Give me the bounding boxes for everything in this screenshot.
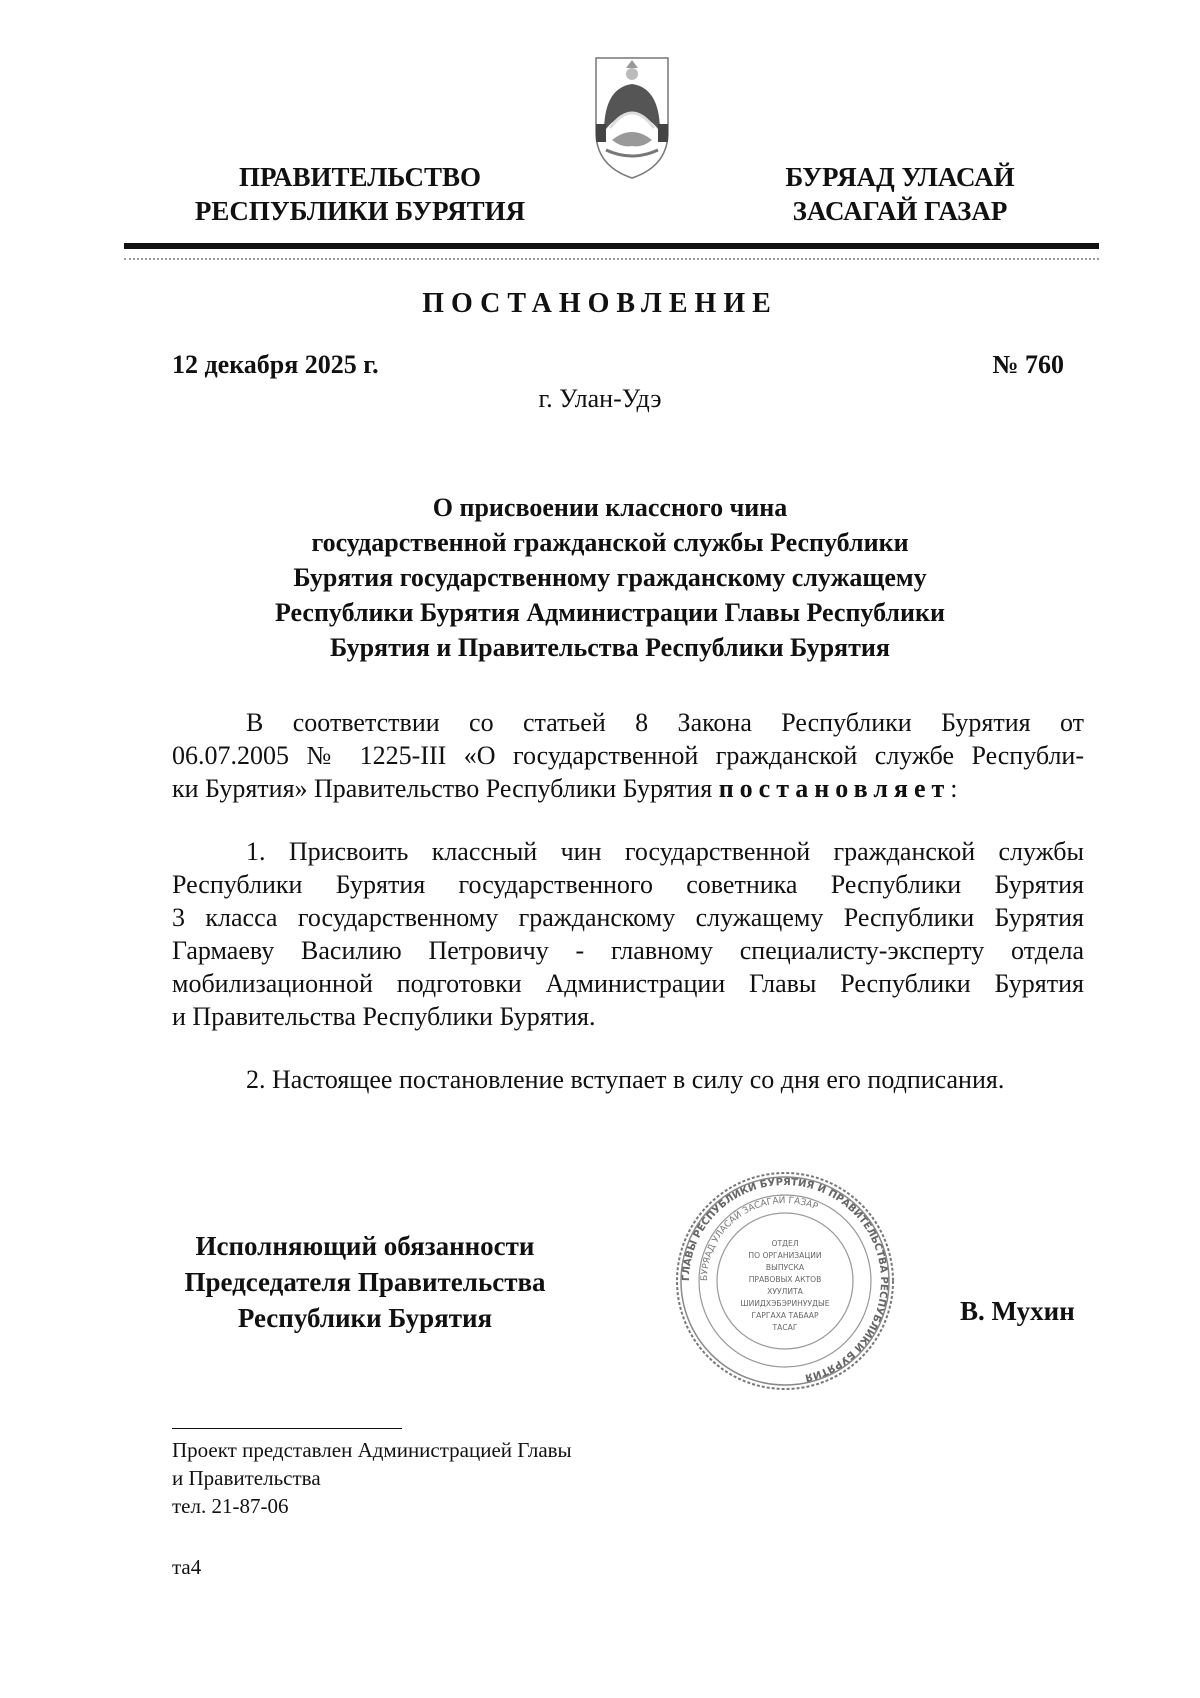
seal-center-line: ХУУЛИТА: [767, 1287, 803, 1296]
document-date: 12 декабря 2025 г.: [172, 350, 379, 379]
government-name-ru-line: ПРАВИТЕЛЬСТВО: [238, 162, 482, 192]
government-name-bua: [735, 160, 1065, 228]
paragraph-line: мобилизационной подготовки Администрации Главы Республики Бурятия: [172, 969, 1084, 998]
seal-center-line: ГАРГАХА ТАБААР: [751, 1311, 819, 1320]
paragraph-line: 2. Настоящее постановление вступает в силу со дня его подписания.: [246, 1065, 1005, 1094]
title-line: О присвоении классного чина: [432, 493, 788, 522]
paragraph-line: 06.07.2005 № 1225-III «О государственной гражданской службе Республи-: [172, 741, 1084, 770]
government-name-ru: [160, 160, 560, 228]
seal-center-line: ПРАВОВЫХ АКТОВ: [748, 1275, 822, 1284]
paragraph-line: [172, 772, 1084, 805]
footer-line: Проект представлен Администрацией Главы: [172, 1438, 572, 1462]
official-seal: [672, 1168, 898, 1394]
government-name-bua-line: БУРЯАД УЛАСАЙ: [785, 162, 1015, 192]
registry-mark: та4: [172, 1555, 202, 1579]
paragraph-line: и Правительства Республики Бурятия.: [172, 1002, 596, 1031]
seal-center-line: ОТДЕЛ: [771, 1239, 799, 1248]
government-name-ru-line: РЕСПУБЛИКИ БУРЯТИЯ: [194, 196, 526, 226]
signatory-name: В. Мухин: [960, 1296, 1075, 1326]
title-line: государственной гражданской службы Республики: [311, 528, 909, 557]
header-rule-thin: [124, 258, 1099, 260]
paragraph-line: Гармаеву Василию Петровичу - главному специалисту-эксперту отдела: [172, 936, 1084, 965]
item-2-paragraph: [172, 1063, 1084, 1096]
document-number: № 760: [992, 350, 1064, 379]
paragraph-line: 3 класса государственному гражданскому служащему Республики Бурятия: [172, 903, 1084, 932]
signatory-title-line: Исполняющий обязанности: [195, 1231, 535, 1261]
paragraph-line: 1. Присвоить классный чин государственной гражданской службы: [246, 837, 1084, 866]
document-type: ПОСТАНОВЛЕНИЕ: [422, 288, 778, 319]
seal-center-line: ШИИДХЭБЭРИНУУДЫЕ: [740, 1299, 830, 1308]
seal-center-line: ПО ОРГАНИЗАЦИИ: [748, 1251, 822, 1260]
paragraph-line: В соответствии со статьей 8 Закона Республики Бурятия от: [246, 708, 1084, 737]
footer-line: и Правительства: [172, 1466, 321, 1490]
footer-rule: [172, 1428, 402, 1429]
header-rule-thick: [124, 243, 1099, 249]
paragraph-line: Республики Бурятия государственного советника Республики Бурятия: [172, 870, 1084, 899]
footer-note: [172, 1436, 572, 1520]
footer-line: тел. 21-87-06: [172, 1494, 289, 1518]
decree-word: постановляет: [718, 774, 951, 803]
seal-center-line: ВЫПУСКА: [765, 1263, 805, 1272]
signatory-title: [170, 1228, 560, 1336]
preamble-paragraph: [172, 706, 1084, 805]
document-title: [200, 490, 1020, 665]
title-line: Бурятия и Правительства Республики Бурятия: [330, 633, 890, 662]
government-name-bua-line: ЗАСАГАЙ ГАЗАР: [792, 196, 1008, 226]
signatory-title-line: Республики Бурятия: [237, 1303, 493, 1333]
title-line: Бурятия государственному гражданскому служащему: [293, 563, 927, 592]
seal-center-line: ТАСАГ: [772, 1323, 798, 1332]
signatory-title-line: Председателя Правительства: [184, 1267, 546, 1297]
item-1-paragraph: [172, 835, 1084, 1033]
title-line: Республики Бурятия Администрации Главы Республики: [275, 598, 945, 627]
preamble-tail: ки Бурятия» Правительство Республики Бурятия: [172, 774, 713, 803]
decree-punct: :: [950, 774, 958, 803]
seal-outer-text: ГЛАВЫ РЕСПУБЛИКИ БУРЯТИЯ И ПРАВИТЕЛЬСТВА РЕСПУБЛИКИ БУРЯТИЯ: [680, 1176, 890, 1383]
coat-of-arms-emblem: [590, 54, 674, 182]
seal-inner-text: БУРЯАД УЛАСАЙ ЗАСАГАЙ ГАЗАР: [699, 1195, 820, 1282]
document-city: г. Улан-Удэ: [538, 384, 662, 413]
